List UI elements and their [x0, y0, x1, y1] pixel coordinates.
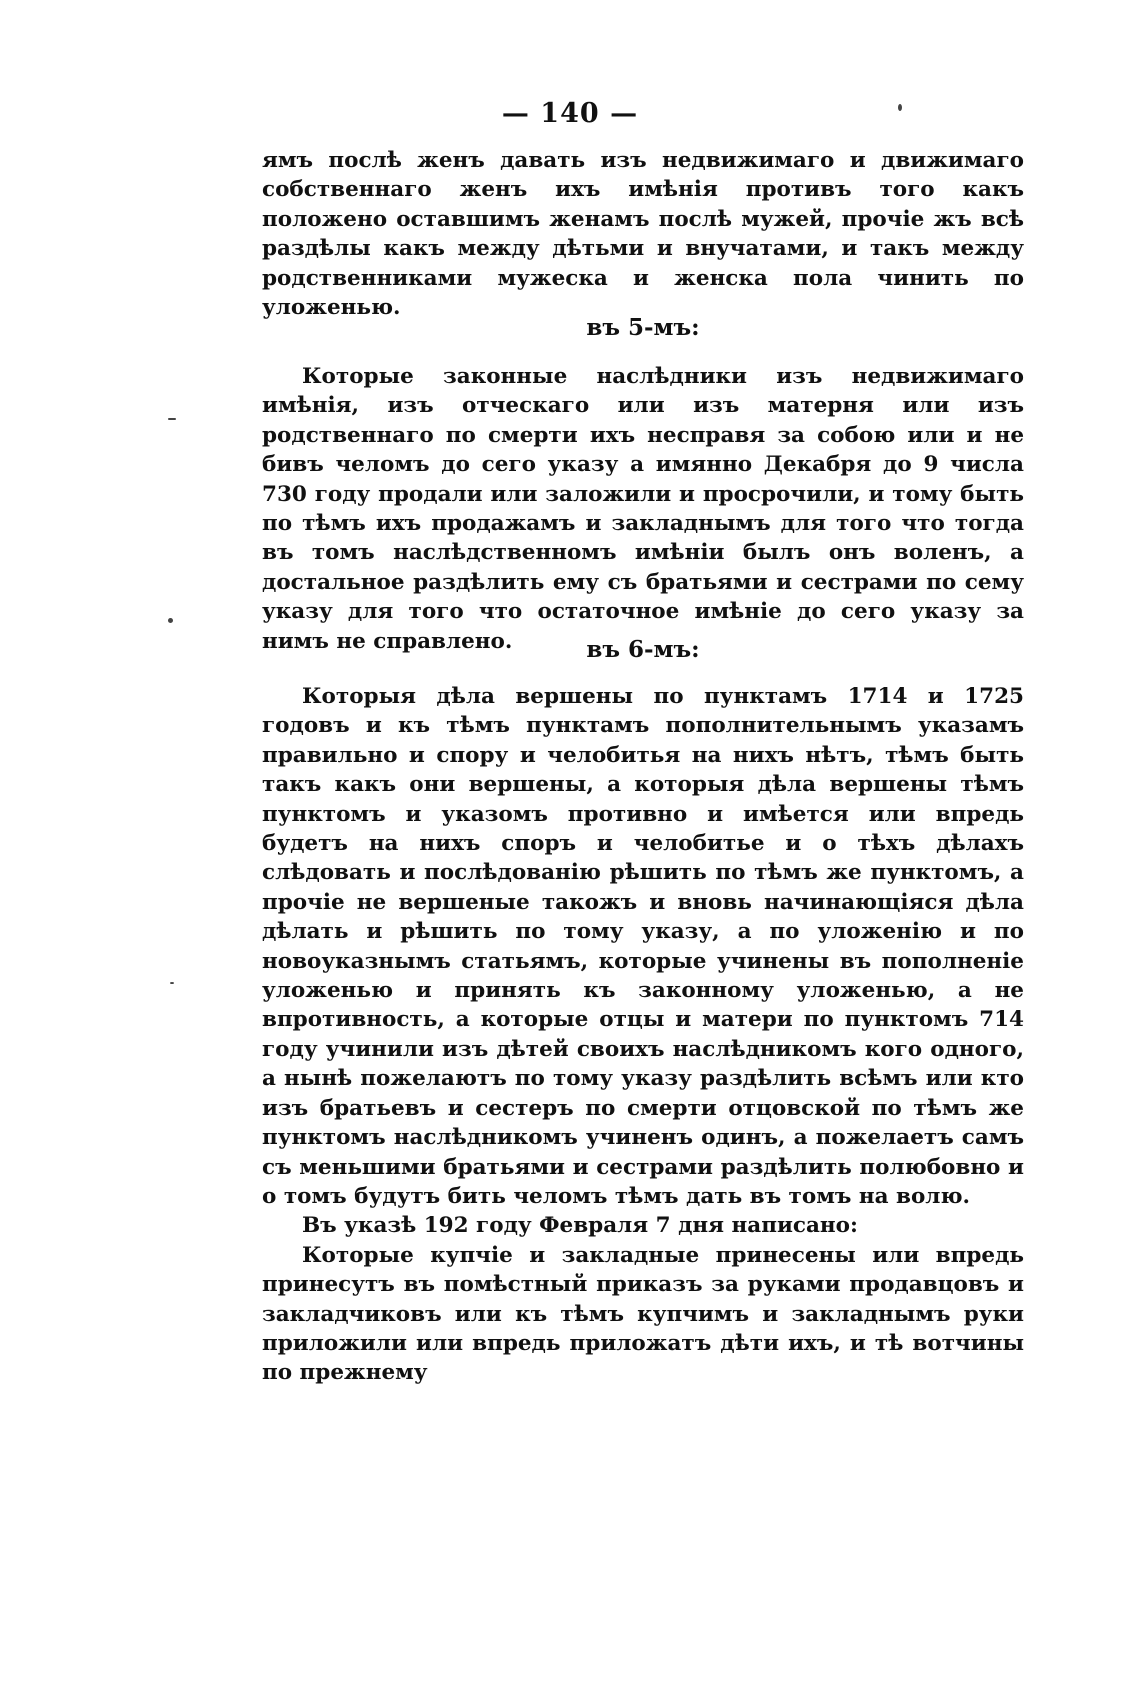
scan-speck [168, 418, 176, 420]
scan-speck [168, 618, 173, 623]
scan-speck [898, 104, 902, 111]
paragraph: ямъ послѣ женъ давать изъ недвижимаго и движимаго собственнаго женъ ихъ имѣнія противъ того какъ положено оставшимъ женамъ послѣ мужей, прочіе жъ всѣ раздѣлы какъ между дѣтьми и внучатами, и такъ между родственниками мужеска и женска пола чинить по уложенью. [262, 148, 1024, 321]
section-5-text [262, 362, 1024, 656]
paragraph: Въ указѣ 192 году Февраля 7 дня написано: [302, 1213, 858, 1239]
paragraph: Которые купчіе и закладные принесены или впредь принесутъ въ помѣстный приказъ за руками продавцовъ и закладчиковъ или къ тѣмъ купчимъ и закладнымъ руки приложили или впредь приложатъ дѣти ихъ, и тѣ вотчины по прежнему [262, 1242, 1024, 1386]
section-heading-6: въ 6-мъ: [586, 636, 700, 663]
scan-speck [170, 982, 174, 984]
section-heading-5: въ 5-мъ: [586, 314, 700, 341]
section-6-text [262, 682, 1024, 1388]
paragraph: Которыя дѣла вершены по пунктамъ 1714 и 1725 годовъ и къ тѣмъ пунктамъ пополнительнымъ указамъ правильно и спору и челобитья на нихъ нѣтъ, тѣмъ быть такъ какъ они вершены, а которыя дѣла вершены тѣмъ пунктомъ и указомъ противно и имѣется или впредь будетъ на нихъ споръ и челобитье и о тѣхъ дѣлахъ слѣдовать и послѣдованію рѣшить по тѣмъ же пунктомъ, а прочіе не вершеные такожъ и вновь начинающіяся дѣла дѣлать и рѣшить по тому указу, а по уложенію и по новоуказнымъ статьямъ, которые учинены въ пополненіе уложенью и принять къ законному уложенью, а не впротивность, а которые отцы и матери по пунктомъ 714 году учинили изъ дѣтей своихъ наслѣдникомъ кого одного, а нынѣ пожелаютъ по тому указу раздѣлить всѣмъ или кто изъ братьевъ и сестеръ по смерти отцовской по тѣмъ же пунктомъ наслѣдникомъ учиненъ одинъ, а пожелаетъ самъ съ меньшими братьями и сестрами раздѣлить полюбовно и о томъ будутъ бить челомъ тѣмъ дать въ томъ на волю. [262, 684, 1024, 1209]
page-number: — 140 — [501, 98, 639, 129]
paragraph: Которые законные наслѣдники изъ недвижимаго имѣнія, изъ отческаго или изъ матерня или изъ родственнаго по смерти ихъ несправя за собою или и не бивъ челомъ до сего указу а имянно Декабря до 9 числа 730 году продали или заложили и просрочили, и тому быть по тѣмъ ихъ продажамъ и закладнымъ для того что тогда въ томъ наслѣдственномъ имѣніи былъ онъ воленъ, а достальное раздѣлить ему съ братьями и сестрами по сему указу для того что остаточное имѣніе до сего указу за нимъ не справлено. [262, 364, 1024, 654]
paragraph-continuation [262, 146, 1024, 322]
